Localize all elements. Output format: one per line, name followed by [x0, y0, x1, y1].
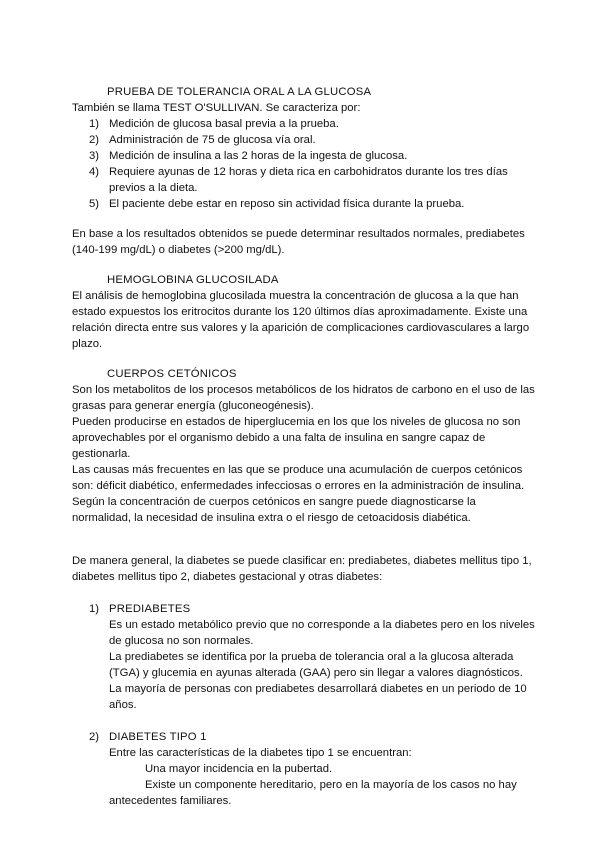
prueba-intro: También se llama TEST O'SULLIVAN. Se caracteriza por: — [72, 102, 361, 114]
paragraph-line: plazo. — [72, 338, 103, 350]
paragraph-line: estado expuestos los eritrocitos durante los 120 últimos días aproximadamente. Existe una — [72, 306, 528, 318]
paragraph-line: diabetes mellitus tipo 2, diabetes gestacional y otras diabetes: — [72, 571, 383, 583]
sub-item: Una mayor incidencia en la pubertad. — [145, 763, 333, 775]
paragraph-line: Son los metabolitos de los procesos metabólicos de los hidratos de carbono en el uso de las — [72, 384, 535, 396]
list-item: El paciente debe estar en reposo sin actividad física durante la prueba. — [109, 198, 465, 210]
list-item: Medición de insulina a las 2 horas de la ingesta de glucosa. — [109, 150, 408, 162]
paragraph-line: Es un estado metabólico previo que no corresponde a la diabetes pero en los niveles — [109, 619, 535, 631]
sub-item-continuation: antecedentes familiares. — [109, 795, 232, 807]
section-heading-hemoglobina: HEMOGLOBINA GLUCOSILADA — [107, 274, 279, 286]
list-number: 2) — [89, 134, 100, 146]
sub-item: Existe un componente hereditario, pero en la mayoría de los casos no hay — [145, 779, 517, 791]
paragraph-line: La prediabetes se identifica por la prueba de tolerancia oral a la glucosa alterada — [109, 651, 514, 663]
section-heading-prediabetes: PREDIABETES — [109, 603, 191, 615]
list-number: 2) — [89, 731, 100, 743]
paragraph-line: Entre las características de la diabetes tipo 1 se encuentran: — [109, 747, 412, 759]
paragraph-line: años. — [109, 699, 137, 711]
paragraph-line: Las causas más frecuentes en las que se produce una acumulación de cuerpos cetónicos — [72, 464, 523, 476]
list-item-continuation: previos a la dieta. — [109, 182, 198, 194]
list-item: Medición de glucosa basal previa a la prueba. — [109, 118, 339, 130]
list-item: Requiere ayunas de 12 horas y dieta rica en carbohidratos durante los tres días — [109, 166, 508, 178]
paragraph-line: La mayoría de personas con prediabetes desarrollará diabetes en un periodo de 10 — [109, 683, 527, 695]
paragraph-line: de glucosa no son normales. — [109, 635, 254, 647]
paragraph-line: son: déficit diabético, enfermedades infecciosas o errores en la administración de insulina. — [72, 480, 525, 492]
list-number: 4) — [89, 166, 100, 178]
section-heading-prueba: PRUEBA DE TOLERANCIA ORAL A LA GLUCOSA — [107, 86, 372, 98]
list-number: 1) — [89, 118, 100, 130]
paragraph-line: aprovechables por el organismo debido a una falta de insulina en sangre capaz de — [72, 432, 486, 444]
list-number: 1) — [89, 603, 100, 615]
section-heading-cuerpos: CUERPOS CETÓNICOS — [107, 368, 237, 380]
paragraph-line: (TGA) y glucemia en ayunas alterada (GAA) pero sin llegar a valores diagnósticos. — [109, 667, 523, 679]
paragraph-line: grasas para generar energía (gluconeogénesis). — [72, 400, 314, 412]
paragraph-line: De manera general, la diabetes se puede clasificar en: prediabetes, diabetes mellitus tipo 1, — [72, 555, 532, 567]
paragraph-line: El análisis de hemoglobina glucosilada muestra la concentración de glucosa a la que han — [72, 290, 519, 302]
paragraph-line: (140-199 mg/dL) o diabetes (>200 mg/dL). — [72, 244, 285, 256]
paragraph-line: En base a los resultados obtenidos se puede determinar resultados normales, prediabetes — [72, 228, 525, 240]
list-number: 5) — [89, 198, 100, 210]
paragraph-line: Según la concentración de cuerpos cetónicos en sangre puede diagnosticarse la — [72, 496, 476, 508]
paragraph-line: Pueden producirse en estados de hiperglucemia en los que los niveles de glucosa no son — [72, 416, 521, 428]
paragraph-line: gestionarla. — [72, 448, 131, 460]
paragraph-line: relación directa entre sus valores y la aparición de complicaciones cardiovasculares a largo — [72, 322, 530, 334]
list-item: Administración de 75 de glucosa vía oral. — [109, 134, 316, 146]
section-heading-tipo1: DIABETES TIPO 1 — [109, 731, 207, 743]
list-number: 3) — [89, 150, 100, 162]
paragraph-line: normalidad, la necesidad de insulina extra o el riesgo de cetoacidosis diabética. — [72, 512, 471, 524]
